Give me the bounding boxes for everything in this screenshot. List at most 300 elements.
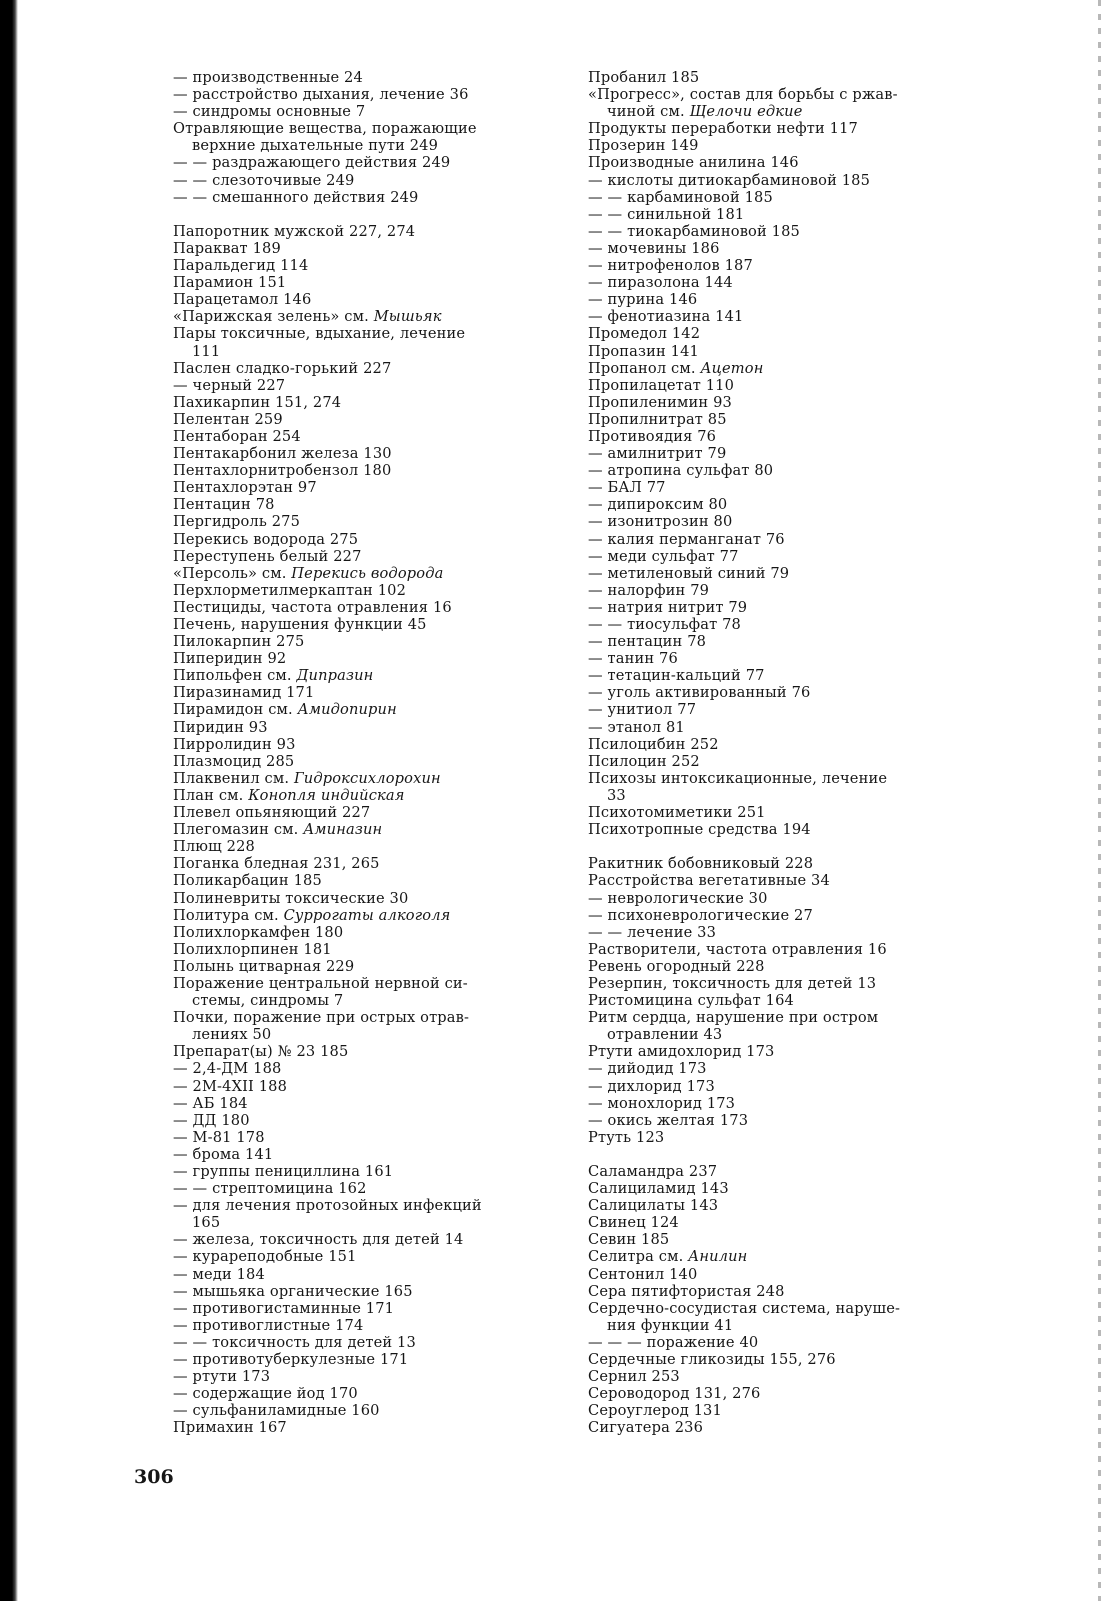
- index-entry-text: Салициламид 143: [588, 1180, 729, 1198]
- index-entry: [588, 616, 973, 633]
- index-entry: [173, 838, 563, 855]
- index-entry: [173, 1163, 563, 1180]
- index-entry: [588, 172, 973, 189]
- index-entry: [173, 189, 563, 206]
- index-entry-text: Плевел опьяняющий 227: [173, 804, 371, 822]
- index-entry: [173, 154, 563, 171]
- index-entry: [173, 172, 563, 189]
- index-entry-text: Ртути амидохлорид 173: [588, 1043, 775, 1061]
- index-entry-text: — дипироксим 80: [588, 496, 728, 514]
- index-entry: [173, 462, 563, 479]
- index-entry-text: Почки, поражение при острых отрав-: [173, 1009, 470, 1027]
- index-entry: [588, 394, 973, 411]
- index-entry-text: Пирамидон см.: [173, 701, 298, 719]
- index-entry-text: Ритм сердца, нарушение при остром: [588, 1009, 879, 1027]
- index-entry: [173, 1060, 563, 1077]
- index-entry: [588, 821, 973, 838]
- index-entry-text: — мочевины 186: [588, 239, 720, 257]
- index-entry-text: — изонитрозин 80: [588, 513, 733, 531]
- index-entry: [173, 445, 563, 462]
- index-entry-text: Поликарбацин 185: [173, 872, 322, 890]
- index-entry-text: стемы, синдромы 7: [192, 992, 344, 1010]
- index-entry-text: Полынь цитварная 229: [173, 957, 355, 975]
- index-entry-text: Саламандра 237: [588, 1163, 718, 1180]
- index-entry-text: Сероуглерод 131: [588, 1402, 722, 1420]
- index-entry-text: Сернил 253: [588, 1368, 680, 1386]
- index-entry-text: чиной см.: [607, 103, 690, 121]
- index-entry-text: Сероводород 131, 276: [588, 1385, 761, 1403]
- index-entry: [588, 924, 973, 941]
- index-entry-text: ния функции 41: [607, 1316, 734, 1334]
- index-entry-text: Пропанол см.: [588, 359, 701, 377]
- index-entry: [173, 941, 563, 958]
- index-entry-text: Психозы интоксикационные, лечение: [588, 769, 888, 787]
- index-entry-text: Пробанил 185: [588, 69, 700, 86]
- index-entry-text: — мышьяка органические 165: [173, 1282, 413, 1300]
- index-entry-text: верхние дыхательные пути 249: [192, 137, 439, 155]
- index-entry: [173, 257, 563, 274]
- index-entry: [588, 1009, 973, 1026]
- index-entry: [588, 1060, 973, 1077]
- index-entry: [588, 428, 973, 445]
- index-entry-text: — — смешанного действия 249: [173, 188, 419, 206]
- index-entry-text: Политура см.: [173, 906, 284, 924]
- index-entry-text: Ртуть 123: [588, 1128, 665, 1146]
- index-entry: [588, 958, 973, 975]
- index-entry: [173, 924, 563, 941]
- index-entry: [588, 360, 973, 377]
- index-entry-text: Полиневриты токсические 30: [173, 889, 409, 907]
- index-entry-text: Псилоцин 252: [588, 752, 700, 770]
- index-entry-text: Пирролидин 93: [173, 735, 296, 753]
- index-entry: [588, 137, 973, 154]
- index-entry-text: — психоневрологические 27: [588, 906, 813, 924]
- index-entry: [173, 1231, 563, 1248]
- index-entry: [173, 736, 563, 753]
- index-entry-text: — 2М-4ХII 188: [173, 1077, 288, 1095]
- index-entry: [588, 872, 973, 889]
- index-entry-text: Пиперидин 92: [173, 650, 287, 668]
- index-entry-text: Расстройства вегетативные 34: [588, 872, 830, 890]
- index-entry: [588, 975, 973, 992]
- index-entry: [588, 1300, 973, 1317]
- index-entry: [173, 291, 563, 308]
- index-entry: [173, 1283, 563, 1300]
- index-entry-text: — пурина 146: [588, 291, 698, 309]
- index-entry-text: Пилокарпин 275: [173, 633, 305, 651]
- index-entry-text: Плаквенил см.: [173, 769, 294, 787]
- index-cross-reference: Мышьяк: [373, 308, 442, 326]
- index-entry-text: — метиленовый синий 79: [588, 564, 790, 582]
- index-entry: [588, 240, 973, 257]
- index-entry: [173, 770, 563, 787]
- index-entry-text: Производные анилина 146: [588, 154, 799, 172]
- index-entry: [588, 770, 973, 787]
- index-entry-text: — амилнитрит 79: [588, 445, 727, 463]
- index-entry-text: Паральдегид 114: [173, 257, 309, 275]
- index-entry: [173, 103, 563, 120]
- index-entry: [588, 377, 973, 394]
- index-entry: [588, 445, 973, 462]
- index-entry-text: — танин 76: [588, 650, 678, 668]
- index-entry: [173, 1095, 563, 1112]
- index-entry-text: — тетацин-кальций 77: [588, 667, 765, 685]
- index-cross-reference: Гидроксихлорохин: [293, 769, 441, 787]
- index-entry: [588, 1419, 973, 1436]
- index-entry-text: Ристомицина сульфат 164: [588, 992, 794, 1010]
- index-entry-text: Перхлорметилмеркаптан 102: [173, 581, 407, 599]
- index-cross-reference: Щелочи едкие: [689, 103, 803, 121]
- index-entry: [588, 1078, 973, 1095]
- index-entry: [173, 1419, 563, 1436]
- index-entry: [588, 667, 973, 684]
- index-entry: [588, 1402, 973, 1419]
- index-entry: [173, 240, 563, 257]
- index-entry-text: Сердечно-сосудистая система, наруше-: [588, 1299, 901, 1317]
- page-number: 306: [134, 1466, 174, 1488]
- index-entry: [173, 701, 563, 718]
- index-entry-text: — сульфаниламидные 160: [173, 1402, 380, 1420]
- index-entry-text: Пентакарбонил железа 130: [173, 445, 392, 463]
- index-entry-text: Сигуатера 236: [588, 1419, 704, 1437]
- index-entry: [173, 325, 563, 342]
- index-entry: [588, 1385, 973, 1402]
- index-entry: [173, 496, 563, 513]
- index-entry-text: — железа, токсичность для детей 14: [173, 1231, 464, 1249]
- index-entry-text: Психотомиметики 251: [588, 804, 766, 822]
- index-entry: [588, 308, 973, 325]
- index-entry: [588, 1317, 973, 1334]
- index-cross-reference: Ацетон: [700, 359, 764, 377]
- index-entry: [173, 684, 563, 701]
- index-entry-text: отравлении 43: [607, 1026, 723, 1044]
- index-cross-reference: Конопля индийская: [248, 786, 405, 804]
- index-entry-text: Пентацин 78: [173, 496, 275, 514]
- index-entry: [588, 1197, 973, 1214]
- index-entry: [588, 189, 973, 206]
- index-entry: [173, 1026, 563, 1043]
- index-entry-text: — дийодид 173: [588, 1060, 707, 1078]
- index-cross-reference: Перекись водорода: [291, 564, 444, 582]
- index-entry-text: Резерпин, токсичность для детей 13: [588, 974, 877, 992]
- index-entry-text: — унитиол 77: [588, 701, 697, 719]
- index-entry: [588, 736, 973, 753]
- index-entry-text: Пиридин 93: [173, 718, 268, 736]
- index-entry-text: — брома 141: [173, 1145, 274, 1163]
- index-entry-text: — налорфин 79: [588, 581, 710, 599]
- index-entry: [588, 291, 973, 308]
- index-entry: [173, 821, 563, 838]
- index-entry: [173, 548, 563, 565]
- index-entry: [173, 343, 563, 360]
- index-entry: [173, 1180, 563, 1197]
- index-entry-text: Пропазин 141: [588, 342, 699, 360]
- index-entry: [588, 548, 973, 565]
- index-entry-text: Промедол 142: [588, 325, 701, 343]
- index-entry-text: — этанол 81: [588, 718, 685, 736]
- index-entry: [588, 1095, 973, 1112]
- index-entry: [173, 274, 563, 291]
- index-entry: [173, 1300, 563, 1317]
- index-entry: [173, 1009, 563, 1026]
- page-binding-edge: [0, 0, 18, 1601]
- index-entry-text: Салицилаты 143: [588, 1197, 719, 1215]
- index-entry: [173, 428, 563, 445]
- index-entry-text: «Парижская зелень» см.: [173, 308, 374, 326]
- index-entry-text: Пелентан 259: [173, 410, 283, 428]
- index-entry-text: «Прогресс», состав для борьбы с ржав-: [588, 86, 898, 104]
- index-entry-text: — пиразолона 144: [588, 274, 733, 292]
- index-entry-text: Противоядия 76: [588, 427, 717, 445]
- index-entry-text: — АБ 184: [173, 1094, 248, 1112]
- index-entry-text: — уголь активированный 76: [588, 684, 811, 702]
- index-entry-text: — монохлорид 173: [588, 1094, 736, 1112]
- index-entry-text: Отравляющие вещества, поражающие: [173, 120, 477, 138]
- index-entry: [173, 69, 563, 86]
- index-entry-text: Пентахлорэтан 97: [173, 479, 317, 497]
- index-entry: [588, 206, 973, 223]
- index-entry: [588, 907, 973, 924]
- index-entry: [588, 633, 973, 650]
- index-entry-text: — расстройство дыхания, лечение 36: [173, 86, 469, 104]
- index-entry-text: 33: [607, 786, 626, 804]
- index-entry-text: «Персоль» см.: [173, 564, 292, 582]
- index-entry: [588, 565, 973, 582]
- index-entry-text: — — токсичность для детей 13: [173, 1333, 416, 1351]
- index-entry-text: Примахин 167: [173, 1419, 287, 1437]
- index-entry: [173, 890, 563, 907]
- index-entry-text: — курареподобные 151: [173, 1248, 357, 1266]
- index-entry-text: Поганка бледная 231, 265: [173, 855, 380, 873]
- index-entry-text: Плющ 228: [173, 838, 255, 856]
- index-entry: [588, 513, 973, 530]
- index-entry-text: Полихлоркамфен 180: [173, 923, 344, 941]
- index-cross-reference: Суррогаты алкоголя: [283, 906, 451, 924]
- index-entry: [588, 941, 973, 958]
- index-entry-text: Пары токсичные, вдыхание, лечение: [173, 325, 466, 343]
- index-entry-text: — меди 184: [173, 1265, 265, 1283]
- index-entry: [173, 992, 563, 1009]
- index-entry: [173, 1146, 563, 1163]
- index-entry: [588, 684, 973, 701]
- index-entry: [173, 411, 563, 428]
- index-entry: [588, 274, 973, 291]
- index-entry-text: Сердечные гликозиды 155, 276: [588, 1351, 836, 1369]
- index-entry-text: Полихлорпинен 181: [173, 940, 332, 958]
- index-entry-text: Поражение центральной нервной си-: [173, 974, 468, 992]
- index-entry-text: 111: [192, 342, 221, 360]
- index-entry: [588, 496, 973, 513]
- index-entry: [588, 753, 973, 770]
- index-entry: [588, 1180, 973, 1197]
- index-entry-text: — неврологические 30: [588, 889, 768, 907]
- index-entry: [588, 325, 973, 342]
- index-entry: [173, 223, 563, 240]
- index-entry: [588, 719, 973, 736]
- index-entry: [173, 872, 563, 889]
- index-entry-text: — кислоты дитиокарбаминовой 185: [588, 171, 871, 189]
- index-entry: [173, 565, 563, 582]
- index-entry-text: — окись желтая 173: [588, 1111, 749, 1129]
- index-entry-text: Препарат(ы) № 23 185: [173, 1043, 349, 1061]
- index-entry-text: — — раздражающего действия 249: [173, 154, 451, 172]
- index-entry: [588, 1283, 973, 1300]
- index-entry: [588, 86, 973, 103]
- index-entry-text: — — тиокарбаминовой 185: [588, 222, 800, 240]
- index-entry: [588, 855, 973, 872]
- index-entry: [173, 1112, 563, 1129]
- index-entry: [173, 753, 563, 770]
- index-entry-text: Севин 185: [588, 1231, 670, 1249]
- index-entry: [173, 667, 563, 684]
- index-entry-text: — атропина сульфат 80: [588, 462, 774, 480]
- index-entry: [588, 1248, 973, 1265]
- index-entry-text: Переступень белый 227: [173, 547, 362, 565]
- index-entry-text: — — лечение 33: [588, 923, 717, 941]
- index-entry: [588, 1112, 973, 1129]
- index-entry: [173, 1317, 563, 1334]
- index-entry: [173, 137, 563, 154]
- index-entry-text: — дихлорид 173: [588, 1077, 715, 1095]
- index-entry: [173, 479, 563, 496]
- index-entry-text: Ракитник бобовниковый 228: [588, 855, 814, 873]
- index-entry: [588, 701, 973, 718]
- index-entry-text: — группы пенициллина 161: [173, 1163, 394, 1180]
- index-entry-text: Парацетамол 146: [173, 291, 312, 309]
- index-entry-text: Пропиленимин 93: [588, 393, 732, 411]
- index-entry: [173, 1334, 563, 1351]
- index-entry-text: — — карбаминовой 185: [588, 188, 773, 206]
- index-entry: [588, 154, 973, 171]
- index-entry-text: Пентаборан 254: [173, 427, 301, 445]
- index-entry: [173, 1197, 563, 1214]
- index-entry-text: Печень, нарушения функции 45: [173, 616, 427, 633]
- index-entry: [588, 992, 973, 1009]
- index-entry-text: Пропилнитрат 85: [588, 410, 727, 428]
- index-entry-text: — — синильной 181: [588, 205, 745, 223]
- index-entry-text: План см.: [173, 786, 249, 804]
- index-entry: [588, 1266, 973, 1283]
- index-entry-text: Пахикарпин 151, 274: [173, 393, 342, 411]
- index-entry-text: — содержащие йод 170: [173, 1385, 358, 1403]
- index-entry-text: — — тиосульфат 78: [588, 616, 741, 633]
- index-entry: [588, 582, 973, 599]
- index-entry-text: — меди сульфат 77: [588, 547, 739, 565]
- index-entry: [588, 343, 973, 360]
- index-entry-text: Паслен сладко-горький 227: [173, 359, 392, 377]
- index-entry: [173, 907, 563, 924]
- index-entry: [173, 633, 563, 650]
- index-entry: [173, 1351, 563, 1368]
- index-entry: [173, 787, 563, 804]
- index-entry: [173, 616, 563, 633]
- index-entry-text: — пентацин 78: [588, 633, 707, 651]
- index-entry-text: — калия перманганат 76: [588, 530, 785, 548]
- index-entry: [173, 1214, 563, 1231]
- section-gap: [173, 206, 563, 223]
- index-entry: [173, 975, 563, 992]
- index-entry: [588, 103, 973, 120]
- index-cross-reference: Анилин: [688, 1248, 748, 1266]
- index-entry-text: Плегомазин см.: [173, 821, 304, 839]
- index-entry-text: — 2,4-ДМ 188: [173, 1060, 282, 1078]
- index-entry-text: Пропилацетат 110: [588, 376, 735, 394]
- index-entry-text: Продукты переработки нефти 117: [588, 120, 858, 138]
- index-entry: [588, 890, 973, 907]
- index-entry: [588, 599, 973, 616]
- index-entry: [173, 599, 563, 616]
- index-entry: [173, 1129, 563, 1146]
- index-entry-text: — синдромы основные 7: [173, 103, 366, 121]
- index-entry: [173, 1385, 563, 1402]
- index-entry-text: Пестициды, частота отравления 16: [173, 598, 452, 616]
- index-entry: [588, 531, 973, 548]
- index-entry: [588, 1163, 973, 1180]
- index-entry: [173, 377, 563, 394]
- index-cross-reference: Дипразин: [296, 667, 374, 685]
- index-entry-text: Папоротник мужской 227, 274: [173, 222, 416, 240]
- index-entry: [173, 1368, 563, 1385]
- index-entry-text: 165: [192, 1214, 221, 1232]
- index-entry: [173, 308, 563, 325]
- index-entry-text: Селитра см.: [588, 1248, 689, 1266]
- index-entry-text: — противоглистные 174: [173, 1316, 364, 1334]
- index-entry-text: Перекись водорода 275: [173, 530, 359, 548]
- index-entry: [173, 1043, 563, 1060]
- index-entry: [173, 582, 563, 599]
- index-entry-text: — натрия нитрит 79: [588, 598, 748, 616]
- index-entry: [588, 120, 973, 137]
- index-entry-text: Пипольфен см.: [173, 667, 297, 685]
- index-column-left: [173, 69, 563, 1437]
- index-entry-text: — — слезоточивые 249: [173, 171, 355, 189]
- index-entry: [173, 855, 563, 872]
- index-column-right: [588, 69, 973, 1437]
- index-entry: [588, 1026, 973, 1043]
- index-entry-text: — — стрептомицина 162: [173, 1180, 367, 1198]
- index-entry: [588, 1368, 973, 1385]
- index-entry: [173, 958, 563, 975]
- index-entry-text: Растворители, частота отравления 16: [588, 940, 887, 958]
- index-entry-text: Ревень огородный 228: [588, 957, 765, 975]
- index-entry: [173, 86, 563, 103]
- index-entry: [173, 531, 563, 548]
- index-entry: [173, 513, 563, 530]
- index-entry: [588, 1214, 973, 1231]
- index-entry: [173, 1402, 563, 1419]
- index-cross-reference: Аминазин: [303, 821, 383, 839]
- index-entry-text: Прозерин 149: [588, 137, 699, 155]
- index-entry-text: лениях 50: [192, 1026, 272, 1044]
- index-entry: [173, 394, 563, 411]
- index-entry-text: Паракват 189: [173, 239, 281, 257]
- index-entry: [588, 479, 973, 496]
- index-entry: [588, 1231, 973, 1248]
- index-entry-text: Пиразинамид 171: [173, 684, 315, 702]
- index-entry: [588, 69, 973, 86]
- index-entry-text: — БАЛ 77: [588, 479, 666, 497]
- index-entry-text: Парамион 151: [173, 274, 287, 292]
- index-entry-text: — ртути 173: [173, 1368, 271, 1386]
- index-entry: [588, 1334, 973, 1351]
- index-entry-text: Пентахлорнитробензол 180: [173, 462, 392, 480]
- index-entry: [588, 1129, 973, 1146]
- index-entry: [173, 1078, 563, 1095]
- index-entry-text: — ДД 180: [173, 1111, 250, 1129]
- index-entry-text: — черный 227: [173, 376, 286, 394]
- index-entry-text: — М-81 178: [173, 1128, 265, 1146]
- index-entry: [173, 1266, 563, 1283]
